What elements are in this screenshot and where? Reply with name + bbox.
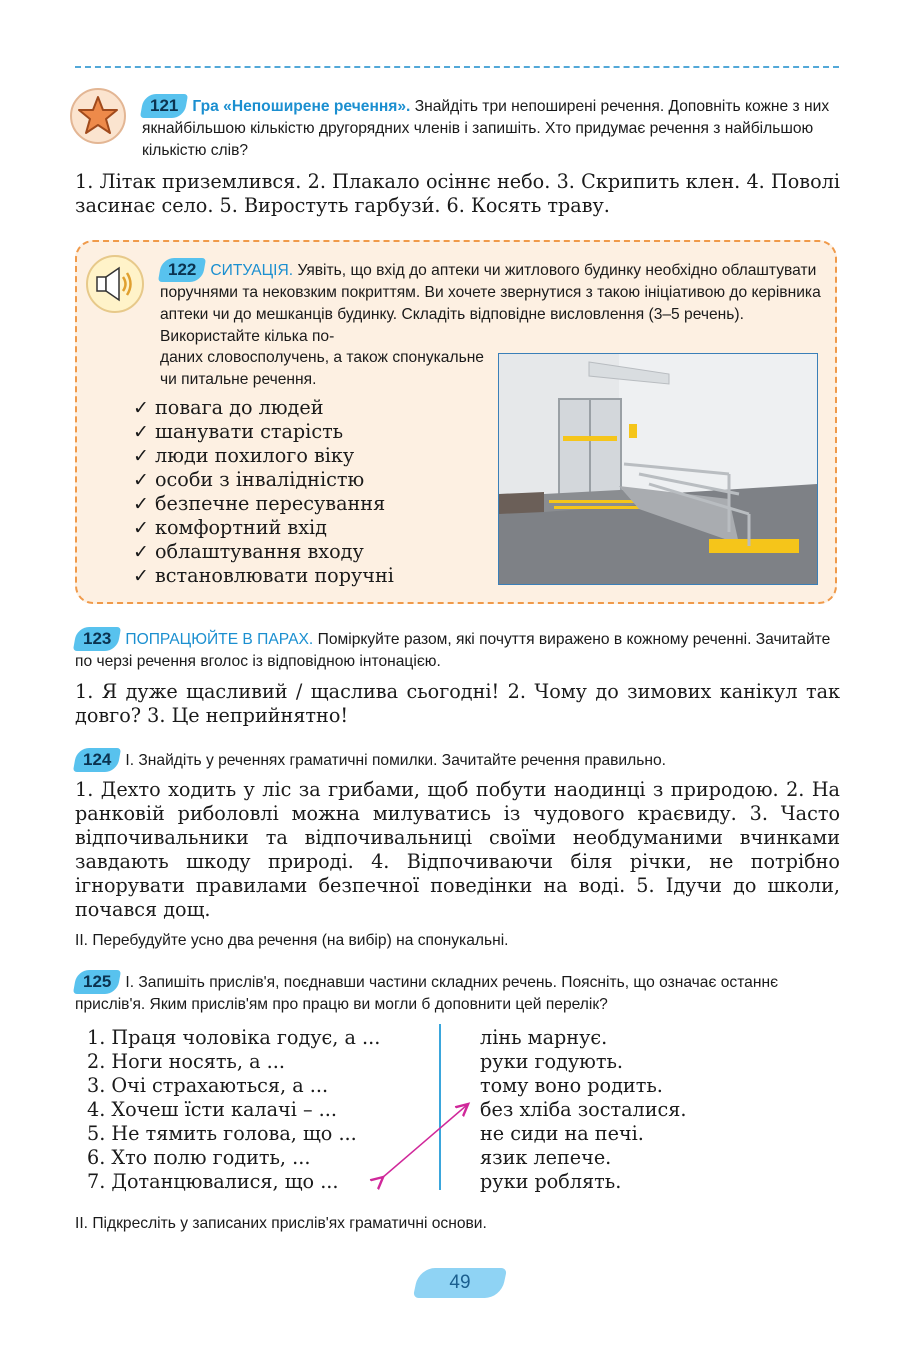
exercise-121-instruction-text: Знайдіть три непоширені речення. Доповніть кожне з них якнайбільшою кількістю другорядних членів і запишіть. Хто придумає речення з найбільшою кількістю слів? [142,98,830,159]
list-item: ✓ шанувати старість [133,420,344,443]
checkmark-icon: ✓ [133,540,150,563]
page-number: 49 [413,1268,507,1298]
list-item: руки роблять. [480,1170,622,1193]
exercise-121-text: 1. Літак приземлився. 2. Плакало осіннє небо. 3. Скрипить клен. 4. Поволі засинає село. 5. Виростуть гарбузи́. 6. Косять траву. [75,170,840,217]
list-item: не сиди на печі. [480,1122,644,1145]
exercise-123-instruction-text: Поміркуйте разом, які почуття виражено в кожному реченні. Зачитайте по черзі речення вголос із відповідною інтонацією. [75,631,831,670]
checkmark-icon: ✓ [133,516,150,539]
exercise-122-label: СИТУАЦІЯ. [210,262,294,279]
exercise-124-instruction-text: І. Знайдіть у реченнях граматичні помилки. Зачитайте речення правильно. [125,752,666,769]
list-item: 1. Праця чоловіка годує, а ... [87,1026,381,1049]
list-item: ✓ люди похилого віку [133,444,355,467]
list-item: тому воно родить. [480,1074,663,1097]
list-item: 3. Очі страхаються, а ... [87,1074,329,1097]
exercise-124-part2: ІІ. Перебудуйте усно два речення (на вибір) на спонукальні. [75,932,509,949]
list-item: 2. Ноги носять, а ... [87,1050,285,1073]
list-item: ✓ комфортний вхід [133,516,327,539]
exercise-number-badge: 121 [140,94,189,118]
exercise-123-label: ПОПРАЦЮЙТЕ В ПАРАХ. [125,631,314,648]
list-item: ✓ облаштування входу [133,540,364,563]
list-item: ✓ повага до людей [133,396,324,419]
exercise-number-badge: 122 [158,258,207,282]
list-item: без хліба зосталися. [480,1098,687,1121]
exercise-123-text: 1. Я дуже щасливий / щаслива сьогодні! 2. Чому до зимових канікул так довго? 3. Це неприйнятно! [75,680,840,727]
checkmark-icon: ✓ [133,444,150,467]
list-item: язик лепече. [480,1146,612,1169]
checkmark-icon: ✓ [133,492,150,515]
exercise-125-instruction-text: І. Запишіть прислів'я, поєднавши частини складних речень. Поясніть, що означає останнє прислів'я. Яким прислів'ям про працю ви могли б доповнити цей перелік? [75,974,779,1013]
checkmark-icon: ✓ [133,396,150,419]
list-item: лінь марнує. [480,1026,608,1049]
list-item: руки годують. [480,1050,624,1073]
list-item: ✓ встановлювати поручні [133,564,394,587]
list-item: 6. Хто полю годить, ... [87,1146,311,1169]
exercise-121-title: Гра «Непоширене речення». [192,98,411,115]
exercise-122-instruction-cont: даних словосполучень, а також спонукальне чи питальне речення. [160,349,484,388]
checkmark-icon: ✓ [133,468,150,491]
exercise-125-part2: ІІ. Підкресліть у записаних прислів'ях граматичні основи. [75,1215,487,1232]
exercise-number-badge: 124 [73,748,122,772]
list-item: ✓ безпечне пересування [133,492,386,515]
exercise-124-text: 1. Дехто ходить у ліс за грибами, щоб побути наодинці з природою. 2. На ранковій риболовлі можна милуватись із чудового краєвиду. 3. Часто відпочивальники та відпочивальниці своїми необдуманими вчинками завдають шкоду природі. 4. Відпочиваючи біля річки, не потрібно ігнорувати правилами безпечної поведінки на воді. 5. Ідучи до школи, почався дощ. [75,778,840,921]
list-item: 7. Дотанцювалися, що ... [87,1170,339,1193]
exercise-122-instruction-text: Уявіть, що вхід до аптеки чи житлового будинку необхідно облаштувати поручнями та нековзким покриттям. Ви хочете звернутися з такою ініціативою до керівника аптеки чи до мешканців будинку. Складіть відповідне висловлення (3–5 речень). Використайте кілька по- [160,262,821,345]
list-item: ✓ особи з інвалідністю [133,468,365,491]
checkmark-icon: ✓ [133,420,150,443]
list-item: 5. Не тямить голова, що ... [87,1122,357,1145]
exercise-number-badge: 125 [73,970,122,994]
list-item: 4. Хочеш їсти калачі – ... [87,1098,337,1121]
exercise-number-badge: 123 [73,627,122,651]
checkmark-icon: ✓ [133,564,150,587]
